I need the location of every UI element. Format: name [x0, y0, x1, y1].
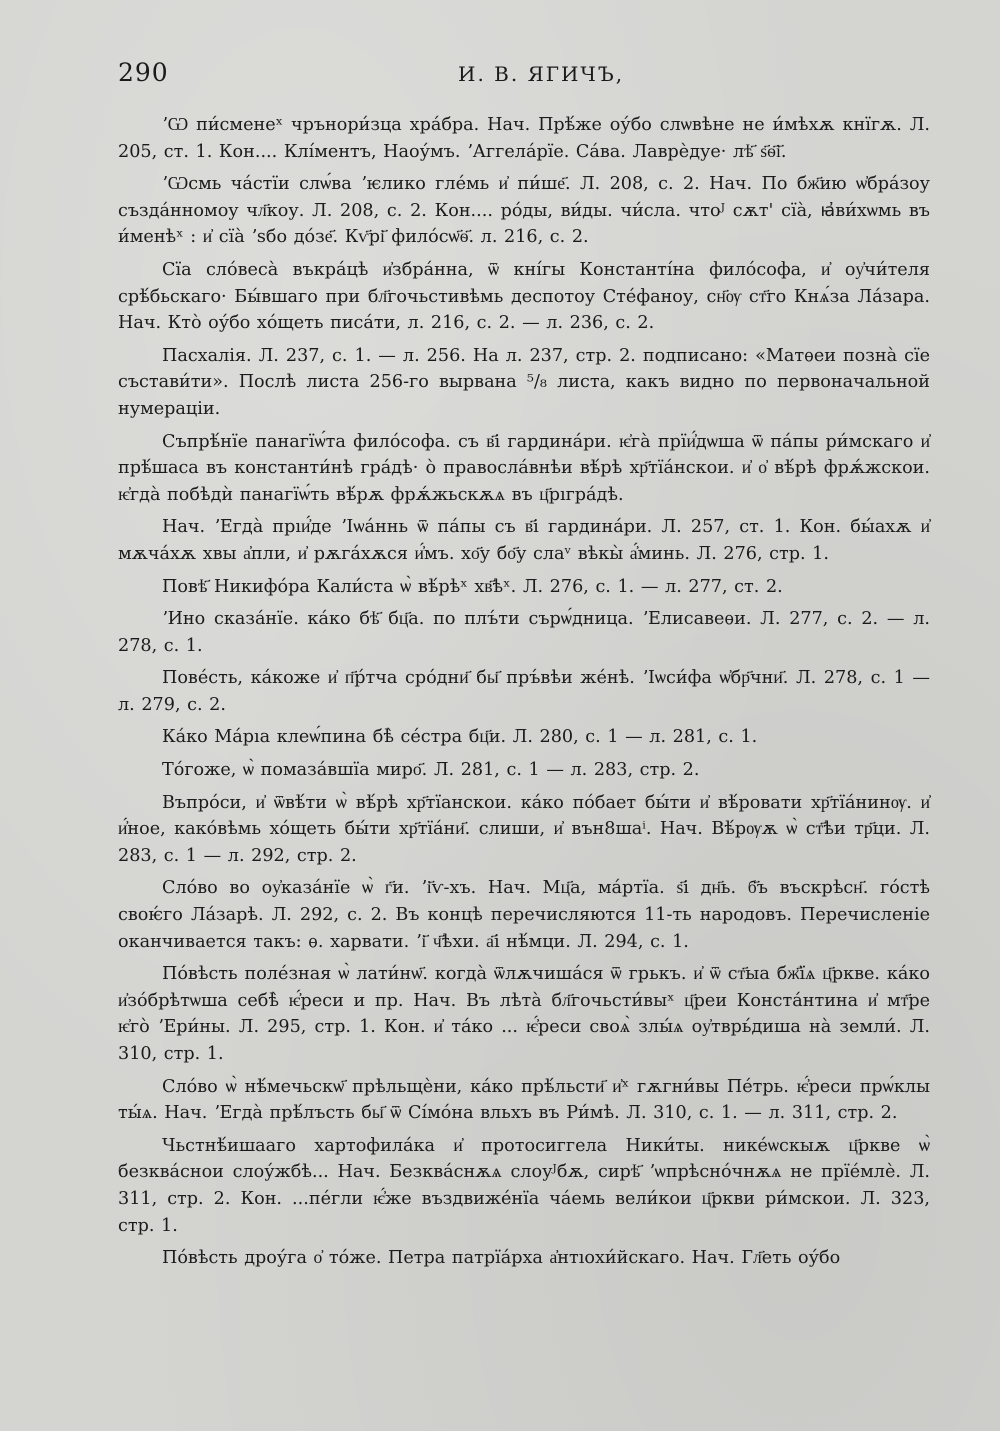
- paragraph: Повѣ҃ Никифо́ра Кали́ста ѡ̀ вѣ́рѣˣ хв҃ѣˣ. Л. 276, с. 1. — л. 277, ст. 2.: [162, 576, 783, 597]
- page-number: 290: [118, 58, 169, 87]
- paragraph: ʼИно сказа́нїе. ка́ко бѣ҃ бц҃а. по плъ́ти сърѡ́дница. ʼЕлисавеѳи. Л. 277, с. 2. — л. 278, с. 1.: [118, 609, 930, 656]
- paragraph: Въпро́си, и҆ ѿвѣ́ти ѡ̀ вѣ́рѣ хр҃тїанскои. ка́ко по́бает бы́ти и҆ вѣ́ровати хр҃тїа́нинѹ. и҆ и҆́ное, како́вѣмь хо́щеть бы́ти хр҃тїа́ни҃. слиши, и҆ вън8шаⁱ. Нач. Вѣ́рѹѫ ѡ̀ ст҃ѣи тр҃ци. Л. 283, с. 1 — л. 292, стр. 2.: [118, 792, 930, 866]
- paragraph: ʼѠсмь ча́стїи слѡ́ва ʼѥлико гле́мь и҆ пи́ше҃. Л. 208, с. 2. Нач. По бж҃ию ѡ҆бра́зоу създа́нномоу чл҃коу. Л. 208, с. 2. Кон.... ро́ды, ви́ды. чи́сла. чтоᴶ сѫт' сїа̀, ꙗ҆ви́хѡмь въ и́менѣˣ : и҆ сїа̀ ʼѕбо до́зе҃. Кѵ҃рі҃ фило́сѡ҃ѳ҃. л. 216, с. 2.: [118, 174, 930, 248]
- paragraph: Пове́сть, ка́коже и҆ п҃р́тча сро́дни҃ бы҃ пръ́вѣи же́нѣ. ʼІѡси́фа ѡ҆бр҃чни҃. Л. 278, с. 1 — л. 279, с. 2.: [118, 668, 930, 715]
- paragraph: Пасхалія. Л. 237, с. 1. — л. 256. На л. 237, стр. 2. подписано: «Матѳеи позна̀ сїе състави́ти». Послѣ листа 256-го вырвана ⁵/₈ листа, какъ видно по первоначальной нумераціи.: [118, 345, 930, 419]
- paragraph: По́вѣсть поле́зная ѡ̀ лати́нѡ҃. когда̀ ѿлѫчиша́ся ѿ грькъ. и҆ ѿ ст҃ыа бж҃їѧ ц҃ркве. ка́ко и҆зо́брѣтѡша себѣ̀ ѥ҆́реси и пр. Нач. Въ лѣта̀ бл҃гочьсти́выˣ ц҃реи Конста́нтина и҆ мт҃ре ѥ҆го̀ ʼЕри́ны. Л. 295, стр. 1. Кон. и҆ та́ко ... ѥ҆́реси своѧ̀ злы́ѧ оу҆тврь́диша на̀ земли́. Л. 310, стр. 1.: [118, 964, 930, 1064]
- paragraph: ʼѠ пи́сменеˣ чрънори́зца хра́бра. Нач. Прѣ́же оу́бо слѡвѣне не и́мѣхѫ кнїгѫ. Л. 205, ст. 1. Кон.... Клі́ментъ, Наоу́мъ. ʼАггела́рїе. Са́ва. Лаврѐдуе· лѣ҃ ѕ҃ѳ҃і҃.: [118, 115, 930, 162]
- page-header: [118, 58, 918, 94]
- paragraph: Нач. ʼЕгда̀ прıи҆́де ʼІѡа́ннь ѿ па́пы съ в҃і гардина́ри. Л. 257, ст. 1. Кон. бы́ахѫ и҆ мѫча́хѫ хвы а҆пли, и҆ рѫга́хѫся и҆́мъ. хо҃у бо҃у слаᵛ вѣкы̀ а҆́минь. Л. 276, стр. 1.: [118, 517, 930, 564]
- running-head: И. В. ЯГИЧЪ,: [458, 62, 625, 86]
- body-text: [118, 112, 930, 1278]
- paragraph: Сло́во во оу҆каза́нїе ѡ̀ г҃и. ʼі҃ѵ-хъ. Нач. Мц҃а, ма́ртїа. ѕ҃і дн҃ь. б҃ъ въскрѣсн҃. го́стѣ своѥ́го Ла́зарѣ. Л. 292, с. 2. Въ концѣ перечисляются 11-ть народовъ. Перечисленіе оканчивается такъ: ѳ. харвати. ʼі҃ ч҃ѣхи. а҃і нѣ́мци. Л. 294, с. 1.: [118, 878, 930, 952]
- paragraph: Чьстнѣ́ишааго хартофила́ка и҆ протосиггела Ники́ты. нике́ѡскыѫ ц҃ркве ѡ̀ безква́снои слоу́жбѣ... Нач. Безква́снѫѧ слоуᴶбѫ, сирѣ҃ ʼѡпрѣсно́чнѫѧ не прїе́млѐ. Л. 311, стр. 2. Кон. ...пе́гли ѥ҆́же въздвиже́нїа ча́емь вели́кои ц҃ркви ри́мскои. Л. 323, стр. 1.: [118, 1135, 930, 1236]
- paragraph: Сїа сло́веса̀ въкра́цѣ и҆збра́нна, ѿ кні́гы Константі́на фило́софа, и҆ оу҆чи́теля срѣ́бьскаго· Бы́вшаго при бл҃гочьстивѣмь деспотоу Сте́фаноу, сн҃ѹ ст҃го Кнѧ́за Ла́зара. Нач. Кто̀ оу́бо хо́щеть писа́ти, л. 216, с. 2. — л. 236, с. 2.: [118, 259, 930, 334]
- paragraph: Съпрѣ́нїе панагїѡ́та фило́софа. съ в҃і гардина́ри. ѥ҆га̀ прїи҆́дѡша ѿ па́пы ри́мскаго и҆ прѣ́шаса въ константи́нѣ гра́дѣ· о̀ правосла́внѣи вѣ́рѣ хр҃тїа́нскои. и҆ о҆ вѣ́рѣ фрѫ́жскои. ѥ҆гда̀ побѣдѝ панагїѡ́ть вѣ́рѫ фрѫ́жьскѫѧ въ ц҃рıгра́дѣ.: [118, 431, 930, 505]
- paragraph: Сло́во ѡ̀ нѣ́мечьскѡ҃ прѣльщѐни, ка́ко прѣ́льсти҃ и҆ˣ гѫгни́вы Пе́трь. ѥ҆́реси прѡ́клы ты́ѧ. Нач. ʼЕгда̀ прѣ́лъсть бы҃ ѿ Сі́мо́на вльхъ въ Ри́мѣ. Л. 310, с. 1. — л. 311, стр. 2.: [118, 1076, 930, 1124]
- paragraph: То́гоже, ѡ̀ помаза́вшїа миро҃. Л. 281, с. 1 — л. 283, стр. 2.: [162, 760, 700, 781]
- paragraph: Ка́ко Ма́рıа клеѡ́пина бѣ̀ се́стра бц҃и. Л. 280, с. 1 — л. 281, с. 1.: [162, 727, 758, 748]
- paragraph: По́вѣсть дроу́га о҆ то́же. Петра патрїа́рха а҆нтıохи́йскаго. Нач. Гл҃еть оу́бо: [162, 1248, 841, 1269]
